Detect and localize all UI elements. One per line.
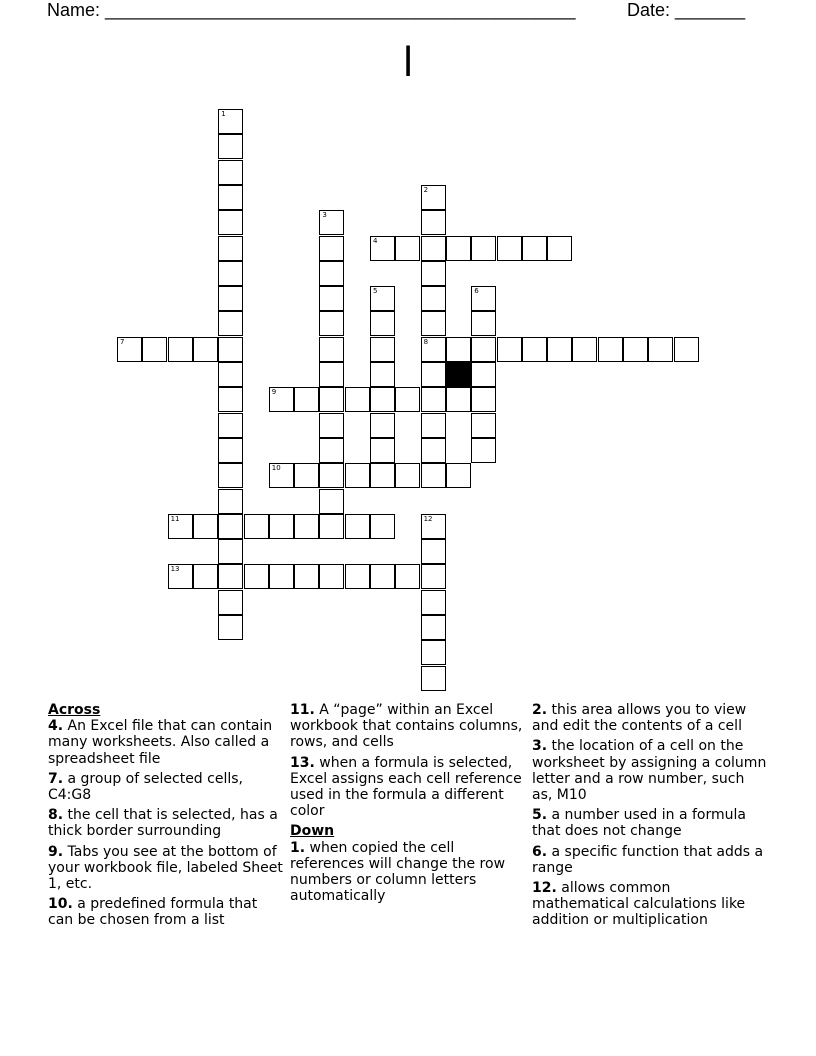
grid-cell[interactable] xyxy=(370,387,395,412)
down-clue-12 xyxy=(532,880,768,929)
clue-number: 8. xyxy=(48,807,64,824)
grid-cell[interactable] xyxy=(395,463,420,488)
grid-cell[interactable] xyxy=(294,564,319,589)
grid-cell[interactable] xyxy=(674,337,699,362)
grid-cell[interactable] xyxy=(244,564,269,589)
grid-cell[interactable] xyxy=(319,210,344,235)
grid-cell[interactable] xyxy=(471,286,496,311)
clue-text: when copied the cell references will change the row numbers or column letters automatically xyxy=(290,839,506,905)
clue-number: 12. xyxy=(532,880,557,897)
grid-cell[interactable] xyxy=(218,514,243,539)
grid-cell[interactable] xyxy=(395,564,420,589)
grid-cell[interactable] xyxy=(218,615,243,640)
cell-number: 3 xyxy=(322,211,327,220)
grid-cell[interactable] xyxy=(193,337,218,362)
down-clue-5 xyxy=(532,807,768,839)
across-clue-7 xyxy=(48,771,284,803)
grid-cell[interactable] xyxy=(319,564,344,589)
grid-cell[interactable] xyxy=(294,463,319,488)
grid-cell[interactable] xyxy=(446,463,471,488)
grid-cell[interactable] xyxy=(547,337,572,362)
cell-number: 4 xyxy=(373,236,378,245)
cell-number: 12 xyxy=(423,514,433,523)
grid-cell[interactable] xyxy=(421,387,446,412)
grid-cell[interactable] xyxy=(421,438,446,463)
grid-cell[interactable] xyxy=(623,337,648,362)
grid-cell[interactable] xyxy=(471,337,496,362)
grid-cell[interactable] xyxy=(598,337,623,362)
grid-cell[interactable] xyxy=(319,362,344,387)
cell-number: 7 xyxy=(120,337,125,346)
clue-number: 6. xyxy=(532,843,548,860)
across-clue-13 xyxy=(290,755,526,820)
grid-cell[interactable] xyxy=(395,236,420,261)
grid-cell[interactable] xyxy=(421,463,446,488)
across-clue-11 xyxy=(290,702,526,751)
clue-number: 11. xyxy=(290,702,315,718)
down-clue-1 xyxy=(290,840,526,905)
grid-cell[interactable] xyxy=(522,236,547,261)
grid-cell[interactable] xyxy=(168,514,193,539)
clue-text: the location of a cell on the worksheet by assigning a column letter and a row number, such as, M10 xyxy=(532,738,767,804)
grid-cell[interactable] xyxy=(319,514,344,539)
grid-cell[interactable] xyxy=(269,387,294,412)
grid-cell[interactable] xyxy=(218,463,243,488)
grid-cell[interactable] xyxy=(421,185,446,210)
clue-number: 2. xyxy=(532,702,548,718)
clue-text: a specific function that adds a range xyxy=(532,843,764,876)
grid-cell[interactable] xyxy=(421,236,446,261)
grid-cell[interactable] xyxy=(497,337,522,362)
down-clue-6 xyxy=(532,844,768,876)
clue-text: A “page” within an Excel workbook that contains columns, rows, and cells xyxy=(290,702,523,751)
grid-cell[interactable] xyxy=(269,463,294,488)
grid-cell[interactable] xyxy=(395,387,420,412)
clue-column-3 xyxy=(532,702,768,933)
grid-block xyxy=(446,362,471,387)
grid-cell[interactable] xyxy=(421,514,446,539)
grid-cell[interactable] xyxy=(319,387,344,412)
grid-cell[interactable] xyxy=(117,337,142,362)
grid-cell[interactable] xyxy=(471,413,496,438)
grid-cell[interactable] xyxy=(244,514,269,539)
grid-cell[interactable] xyxy=(218,438,243,463)
clue-number: 9. xyxy=(48,843,64,860)
grid-cell[interactable] xyxy=(193,564,218,589)
grid-cell[interactable] xyxy=(370,463,395,488)
grid-cell[interactable] xyxy=(446,337,471,362)
grid-cell[interactable] xyxy=(218,489,243,514)
grid-cell[interactable] xyxy=(471,236,496,261)
grid-cell[interactable] xyxy=(319,438,344,463)
down-heading: Down xyxy=(290,823,335,840)
down-clue-2 xyxy=(532,702,768,734)
grid-cell[interactable] xyxy=(421,286,446,311)
grid-cell[interactable] xyxy=(370,311,395,336)
clue-number: 13. xyxy=(290,754,315,771)
cell-number: 1 xyxy=(221,110,226,118)
grid-cell[interactable] xyxy=(421,261,446,286)
grid-cell[interactable] xyxy=(421,337,446,362)
across-clue-9 xyxy=(48,844,284,893)
cell-number: 11 xyxy=(170,514,180,523)
grid-cell[interactable] xyxy=(218,387,243,412)
clue-text: a predefined formula that can be chosen from a list xyxy=(48,896,258,929)
grid-cell[interactable] xyxy=(446,387,471,412)
clue-text: this area allows you to view and edit the contents of a cell xyxy=(532,702,747,735)
grid-cell[interactable] xyxy=(218,413,243,438)
clue-number: 10. xyxy=(48,896,73,913)
clue-text: allows common mathematical calculations like addition or multiplication xyxy=(532,880,746,929)
grid-cell[interactable] xyxy=(218,564,243,589)
grid-cell[interactable] xyxy=(319,463,344,488)
grid-cell[interactable] xyxy=(370,438,395,463)
grid-cell[interactable] xyxy=(370,236,395,261)
grid-cell[interactable] xyxy=(471,362,496,387)
grid-cell[interactable] xyxy=(522,337,547,362)
cell-number: 13 xyxy=(170,565,180,574)
clue-column-1 xyxy=(48,702,284,933)
grid-cell[interactable] xyxy=(168,337,193,362)
grid-cell[interactable] xyxy=(269,564,294,589)
grid-cell[interactable] xyxy=(218,210,243,235)
across-clue-8 xyxy=(48,807,284,839)
grid-cell[interactable] xyxy=(319,489,344,514)
grid-cell[interactable] xyxy=(648,337,673,362)
grid-cell[interactable] xyxy=(269,514,294,539)
clue-number: 7. xyxy=(48,770,64,787)
clue-text: Tabs you see at the bottom of your workbook file, labeled Sheet 1, etc. xyxy=(48,843,283,893)
grid-cell[interactable] xyxy=(345,514,370,539)
cell-number: 5 xyxy=(373,287,378,296)
grid-cell[interactable] xyxy=(421,413,446,438)
grid-cell[interactable] xyxy=(497,236,522,261)
grid-cell[interactable] xyxy=(319,413,344,438)
grid-cell[interactable] xyxy=(168,564,193,589)
grid-cell[interactable] xyxy=(319,311,344,336)
grid-cell[interactable] xyxy=(218,311,243,336)
grid-cell[interactable] xyxy=(421,311,446,336)
grid-cell[interactable] xyxy=(421,615,446,640)
across-clue-4 xyxy=(48,718,284,767)
clue-text: when a formula is selected, Excel assigns each cell reference used in the formula a different color xyxy=(290,754,522,820)
across-clue-10 xyxy=(48,896,284,928)
grid-cell[interactable] xyxy=(319,337,344,362)
clue-text: An Excel file that can contain many worksheets. Also called a spreadsheet file xyxy=(48,718,273,767)
grid-cell[interactable] xyxy=(218,362,243,387)
grid-cell[interactable] xyxy=(294,387,319,412)
grid-cell[interactable] xyxy=(421,640,446,665)
clue-number: 4. xyxy=(48,718,64,735)
down-clue-3 xyxy=(532,738,768,803)
cell-number: 10 xyxy=(271,464,281,473)
grid-cell[interactable] xyxy=(218,261,243,286)
clue-number: 1. xyxy=(290,839,306,856)
name-line: Name: _______________________________________________ xyxy=(47,0,576,20)
grid-cell[interactable] xyxy=(142,337,167,362)
grid-cell[interactable] xyxy=(370,286,395,311)
clue-text: the cell that is selected, has a thick border surrounding xyxy=(48,807,278,840)
grid-cell[interactable] xyxy=(294,514,319,539)
grid-cell[interactable] xyxy=(218,134,243,159)
grid-cell[interactable] xyxy=(471,438,496,463)
grid-cell[interactable] xyxy=(421,362,446,387)
clue-column-2 xyxy=(290,702,526,908)
grid-cell[interactable] xyxy=(370,337,395,362)
grid-cell[interactable] xyxy=(421,539,446,564)
cell-number: 9 xyxy=(271,388,277,397)
grid-cell[interactable] xyxy=(218,185,243,210)
grid-cell[interactable] xyxy=(421,564,446,589)
across-heading: Across xyxy=(48,702,101,718)
grid-cell[interactable] xyxy=(421,666,446,691)
grid-cell[interactable] xyxy=(319,286,344,311)
grid-cell[interactable] xyxy=(471,387,496,412)
grid-cell[interactable] xyxy=(218,236,243,261)
grid-cell[interactable] xyxy=(193,514,218,539)
puzzle-title: l xyxy=(402,40,414,86)
cell-number: 8 xyxy=(423,337,429,346)
grid-cell[interactable] xyxy=(218,539,243,564)
grid-cell[interactable] xyxy=(370,564,395,589)
clue-number: 5. xyxy=(532,807,548,824)
grid-cell[interactable] xyxy=(547,236,572,261)
date-line: Date: _______ xyxy=(627,0,746,20)
cell-number: 6 xyxy=(474,287,479,296)
grid-cell[interactable] xyxy=(345,463,370,488)
grid-cell[interactable] xyxy=(370,514,395,539)
clue-text: a number used in a formula that does not change xyxy=(532,807,746,840)
clue-number: 3. xyxy=(532,738,548,755)
grid-cell[interactable] xyxy=(370,362,395,387)
grid-cell[interactable] xyxy=(421,590,446,615)
grid-cell[interactable] xyxy=(218,286,243,311)
grid-cell[interactable] xyxy=(319,261,344,286)
grid-cell[interactable] xyxy=(345,387,370,412)
grid-cell[interactable] xyxy=(218,337,243,362)
cell-number: 2 xyxy=(423,185,429,194)
grid-cell[interactable] xyxy=(345,564,370,589)
grid-cell[interactable] xyxy=(446,236,471,261)
grid-cell[interactable] xyxy=(471,311,496,336)
grid-cell[interactable] xyxy=(572,337,597,362)
grid-cell[interactable] xyxy=(370,413,395,438)
grid-cell[interactable] xyxy=(218,109,243,134)
grid-cell[interactable] xyxy=(421,210,446,235)
clue-text: a group of selected cells, C4:G8 xyxy=(48,770,243,804)
grid-cell[interactable] xyxy=(218,160,243,185)
grid-cell[interactable] xyxy=(218,590,243,615)
grid-cell[interactable] xyxy=(319,236,344,261)
